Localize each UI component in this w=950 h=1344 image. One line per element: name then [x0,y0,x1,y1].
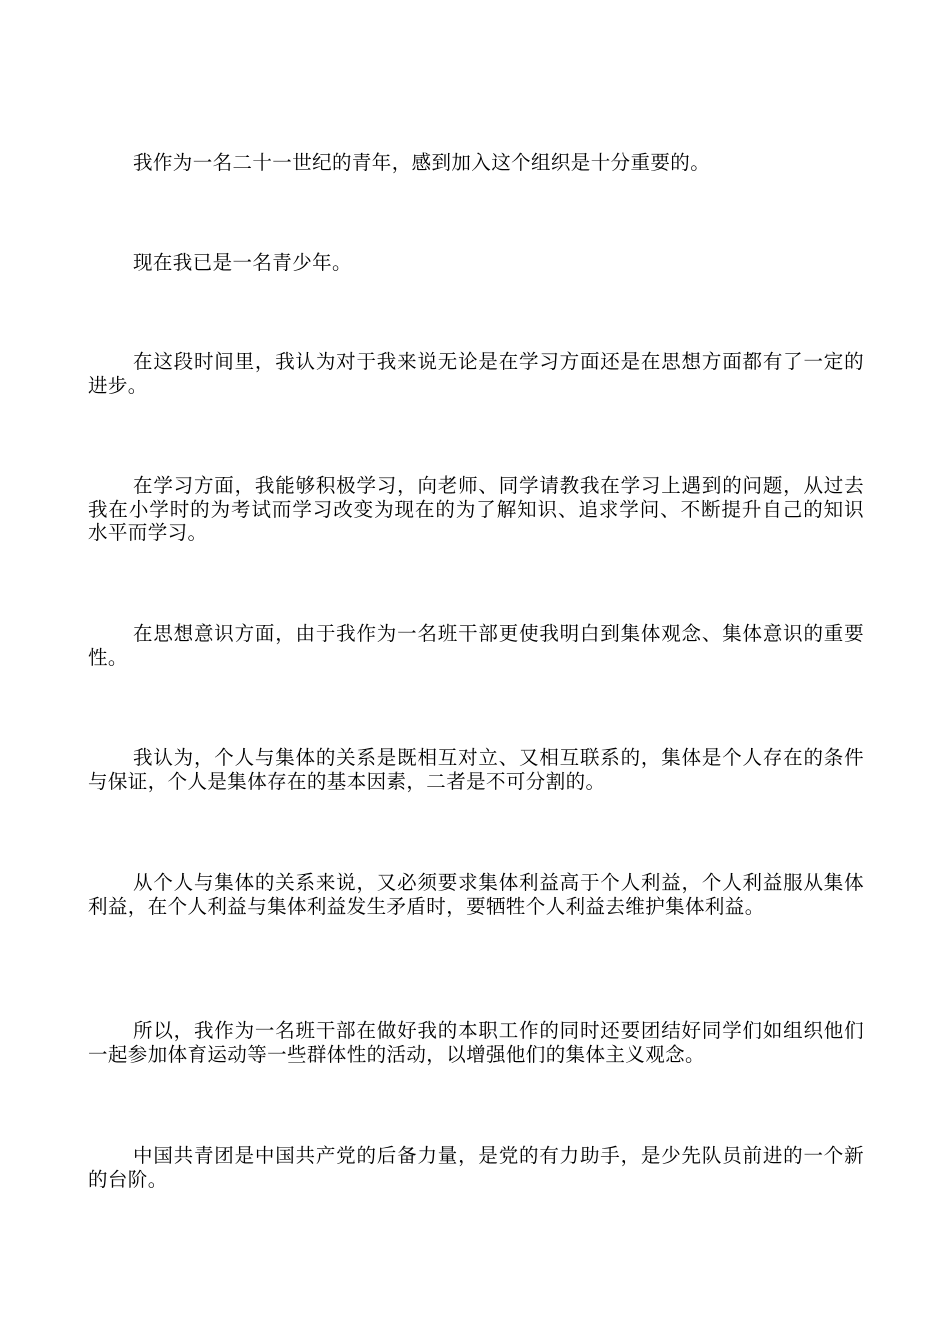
paragraph-9: 中国共青团是中国共产党的后备力量，是党的有力助手，是少先队员前进的一个新的台阶。 [88,1144,864,1191]
paragraph-3: 在这段时间里，我认为对于我来说无论是在学习方面还是在思想方面都有了一定的进步。 [88,350,864,397]
paragraph-2: 现在我已是一名青少年。 [133,251,352,274]
paragraph-1: 我作为一名二十一世纪的青年，感到加入这个组织是十分重要的。 [133,151,711,174]
paragraph-7: 从个人与集体的关系来说，又必须要求集体利益高于个人利益，个人利益服从集体利益，在个人利益与集体利益发生矛盾时，要牺牲个人利益去维护集体利益。 [88,871,864,918]
paragraph-8: 所以，我作为一名班干部在做好我的本职工作的同时还要团结好同学们如组织他们一起参加体育运动等一些群体性的活动，以增强他们的集体主义观念。 [88,1019,864,1066]
paragraph-5: 在思想意识方面，由于我作为一名班干部更使我明白到集体观念、集体意识的重要性。 [88,622,864,669]
paragraph-6: 我认为，个人与集体的关系是既相互对立、又相互联系的，集体是个人存在的条件与保证，个人是集体存在的基本因素，二者是不可分割的。 [88,746,864,793]
paragraph-4: 在学习方面，我能够积极学习，向老师、同学请教我在学习上遇到的问题，从过去我在小学时的为考试而学习改变为现在的为了解知识、追求学问、不断提升自己的知识水平而学习。 [88,474,864,544]
